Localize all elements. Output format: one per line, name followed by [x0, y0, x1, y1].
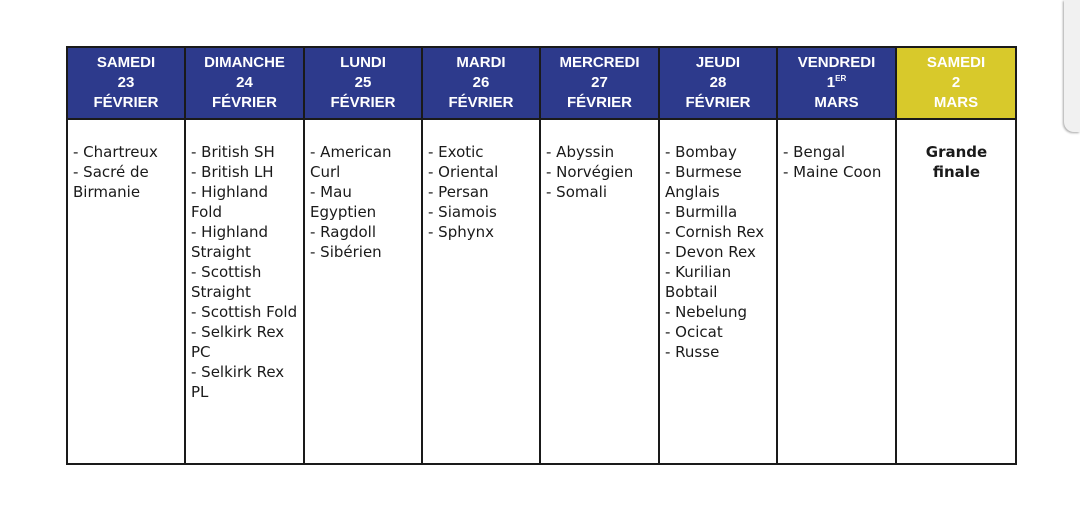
- breed-cell: [67, 119, 185, 464]
- breed-item: - Scottish Straight: [191, 263, 262, 301]
- day-name: MARDI: [456, 54, 506, 71]
- schedule-table: [66, 46, 1017, 465]
- breed-item: - Scottish Fold: [191, 303, 298, 321]
- day-date: 25: [354, 74, 372, 91]
- breeds-row: [67, 119, 1016, 464]
- grand-final-label: finale: [932, 163, 981, 181]
- day-month: MARS: [814, 94, 859, 111]
- breed-item: - Norvégien: [546, 163, 634, 181]
- day-date-suffix: ER: [835, 74, 847, 83]
- day-date: 23: [117, 74, 135, 91]
- day-date-wrap: [778, 73, 895, 93]
- day-name: SAMEDI: [96, 54, 156, 71]
- day-date: 26: [472, 74, 490, 91]
- breed-cell: [777, 119, 896, 464]
- breed-item: - Mau Egyptien: [310, 183, 377, 221]
- breed-cell: [659, 119, 777, 464]
- breed-item: - American Curl: [310, 143, 392, 181]
- breed-item: - Burmilla: [665, 203, 738, 221]
- breed-cell: [304, 119, 422, 464]
- header-row: [67, 47, 1016, 119]
- breed-item: - Siamois: [428, 203, 497, 221]
- breed-item: - Maine Coon: [783, 163, 882, 181]
- day-month: MARS: [933, 94, 979, 111]
- breed-item: - Oriental: [428, 163, 499, 181]
- grand-final-cell: [896, 119, 1016, 464]
- breed-item: - Exotic: [428, 143, 484, 161]
- day-date: 24: [236, 74, 253, 91]
- breed-item: - Bombay: [665, 143, 737, 161]
- day-header: [540, 47, 659, 119]
- day-date: 1: [826, 74, 836, 91]
- breed-item: - British SH: [191, 143, 275, 161]
- breed-item: - Kurilian Bobtail: [665, 263, 732, 301]
- breed-item: - Cornish Rex: [665, 223, 765, 241]
- breed-item: - Persan: [428, 183, 489, 201]
- day-month: FÉVRIER: [448, 94, 514, 111]
- breed-item: - Nebelung: [665, 303, 748, 321]
- day-name: LUNDI: [340, 54, 386, 71]
- scrollbar-edge[interactable]: [1064, 0, 1080, 132]
- day-header: [659, 47, 777, 119]
- day-header: [777, 47, 896, 119]
- breed-item: - Devon Rex: [665, 243, 756, 261]
- final-day-header: [896, 47, 1016, 119]
- day-header: [67, 47, 185, 119]
- breed-item: - Sibérien: [310, 243, 382, 261]
- breed-item: - Ragdoll: [310, 223, 377, 241]
- day-month: FÉVRIER: [566, 94, 632, 111]
- day-date: 27: [591, 74, 608, 91]
- breed-item: - Bengal: [783, 143, 846, 161]
- day-name: MERCREDI: [559, 54, 640, 71]
- breed-cell: [540, 119, 659, 464]
- day-header: [422, 47, 540, 119]
- breed-item: - Sacré de Birmanie: [73, 163, 149, 201]
- breed-cell: [422, 119, 540, 464]
- day-name: SAMEDI: [926, 54, 986, 71]
- day-header: [185, 47, 304, 119]
- breed-item: - Sphynx: [428, 223, 494, 241]
- breed-item: - Selkirk Rex PL: [191, 363, 285, 401]
- breed-item: - Russe: [665, 343, 720, 361]
- grand-final-label: Grande: [925, 143, 988, 161]
- breed-item: - Highland Straight: [191, 223, 269, 261]
- day-month: FÉVRIER: [330, 94, 396, 111]
- breed-item: - Burmese Anglais: [665, 163, 742, 201]
- day-date: 28: [709, 74, 727, 91]
- breed-item: - Highland Fold: [191, 183, 269, 221]
- breed-item: - Abyssin: [546, 143, 615, 161]
- breed-item: - Selkirk Rex PC: [191, 323, 285, 361]
- breed-item: - Somali: [546, 183, 608, 201]
- breed-cell: [185, 119, 304, 464]
- day-month: FÉVRIER: [211, 94, 277, 111]
- day-date: 2: [951, 74, 961, 91]
- breed-item: - Ocicat: [665, 323, 723, 341]
- day-name: VENDREDI: [797, 54, 876, 71]
- day-month: FÉVRIER: [685, 94, 751, 111]
- day-name: DIMANCHE: [204, 54, 285, 71]
- day-header: [304, 47, 422, 119]
- day-name: JEUDI: [695, 54, 741, 71]
- day-month: FÉVRIER: [93, 94, 159, 111]
- breed-item: - British LH: [191, 163, 274, 181]
- breed-item: - Chartreux: [73, 143, 158, 161]
